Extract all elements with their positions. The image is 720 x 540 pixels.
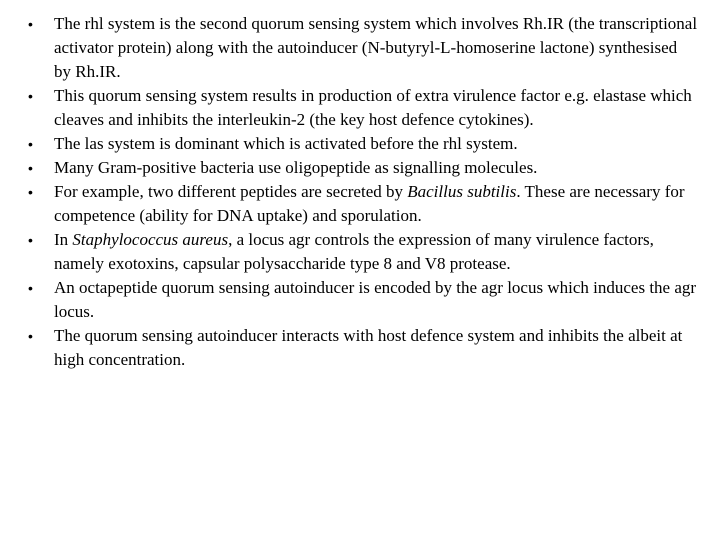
bullet-item-8 (28, 324, 698, 372)
bullet-text: The las system is dominant which is activated before the rhl system. (54, 134, 518, 153)
bullet-item-1 (28, 12, 698, 84)
bullet-item-3 (28, 132, 698, 156)
bullet-dot-icon: • (28, 232, 33, 248)
bullet-text-part: For example, two different peptides are secreted by (54, 182, 408, 201)
bullet-list (28, 12, 698, 372)
bullet-dot-icon: • (28, 328, 33, 344)
species-name: Bacillus subtilis (407, 182, 517, 201)
bullet-text (54, 230, 654, 273)
bullet-text-part: . These are necessary for competence (ability for DNA uptake) and sporulation. (54, 182, 685, 225)
bullet-item-4 (28, 156, 698, 180)
bullet-dot-icon: • (28, 136, 33, 152)
bullet-item-5 (28, 180, 698, 228)
bullet-text-part: In (54, 230, 73, 249)
bullet-dot-icon: • (28, 184, 33, 200)
bullet-text: The rhl system is the second quorum sensing system which involves Rh.IR (the transcriptional activator protein) along with the autoinducer (N-butyryl-L-homoserine lactone) synthesised by Rh.IR. (54, 14, 698, 81)
bullet-item-6 (28, 228, 698, 276)
bullet-dot-icon: • (28, 16, 33, 32)
bullet-text: Many Gram-positive bacteria use oligopeptide as signalling molecules. (54, 158, 538, 177)
bullet-text: An octapeptide quorum sensing autoinducer is encoded by the agr locus which induces the agr locus. (54, 278, 697, 321)
bullet-text: The quorum sensing autoinducer interacts with host defence system and inhibits the albeit at high concentration. (54, 326, 683, 369)
bullet-text (54, 182, 685, 225)
bullet-dot-icon: • (28, 280, 33, 296)
bullet-item-7 (28, 276, 698, 324)
bullet-item-2 (28, 84, 698, 132)
bullet-text: This quorum sensing system results in production of extra virulence factor e.g. elastase which cleaves and inhibits the interleukin-2 (the key host defence cytokines). (54, 86, 692, 129)
bullet-text-part: , a locus agr controls the expression of many virulence factors, namely exotoxins, capsular polysaccharide type 8 and V8 protease. (54, 230, 654, 273)
bullet-dot-icon: • (28, 88, 33, 104)
bullet-dot-icon: • (28, 160, 33, 176)
species-name: Staphylococcus aureus (72, 230, 229, 249)
